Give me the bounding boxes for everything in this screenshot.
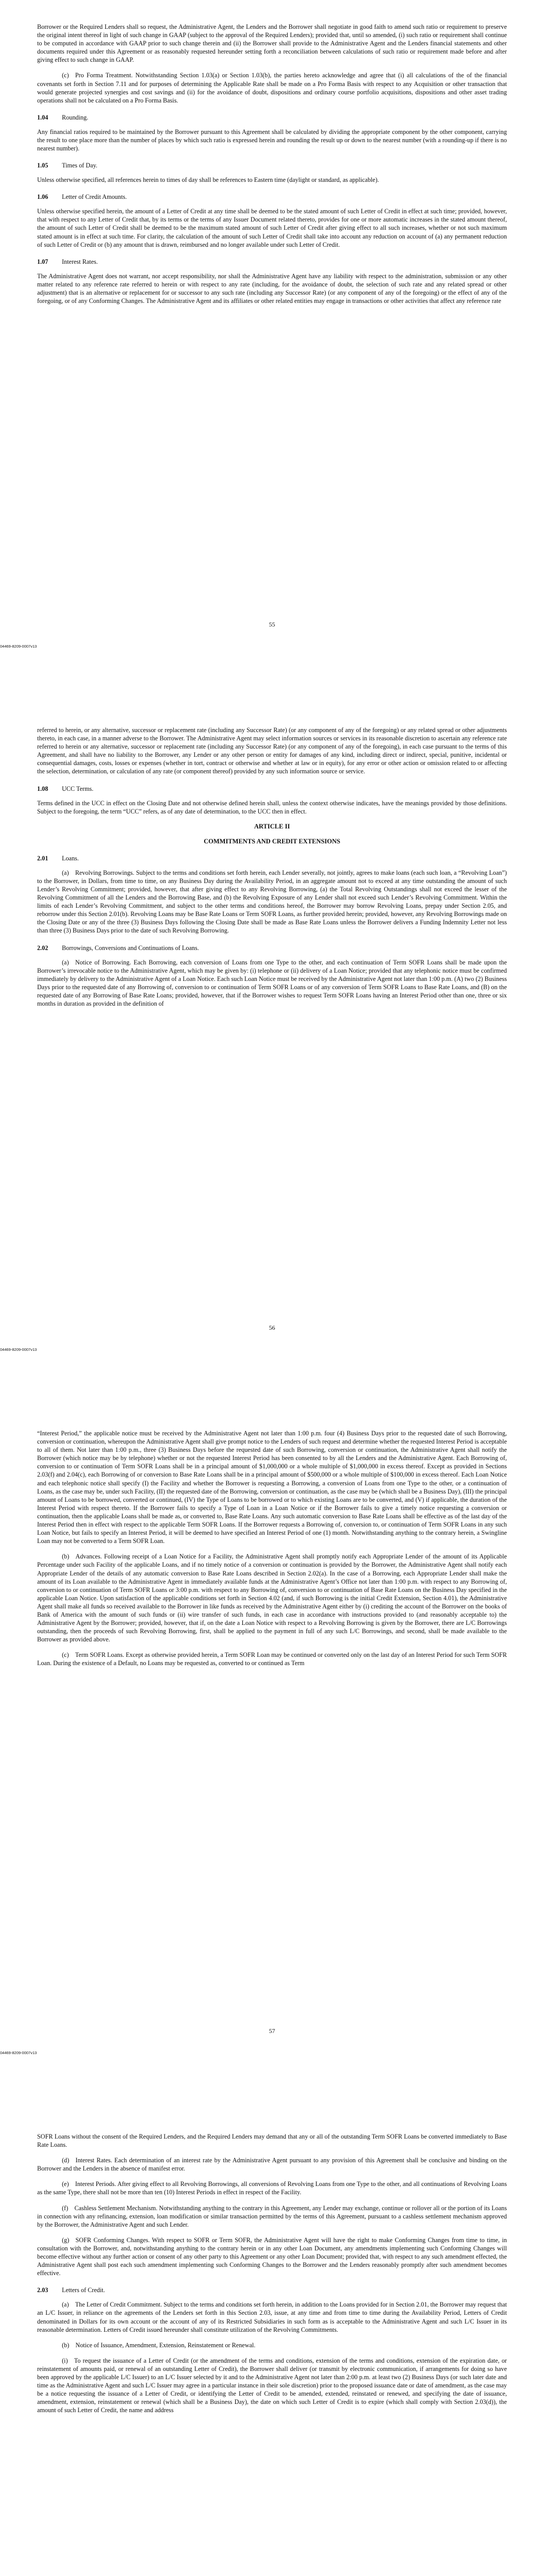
page-body	[37, 726, 507, 1406]
article-label: ARTICLE II	[254, 822, 290, 830]
paragraph: (d) Interest Rates. Each determination of an interest rate by the Administrative Agent pursuant to any provision of this Agreement shall be conclusive and binding on the Borrower and the Lenders in the absence of manifest error.	[37, 2157, 507, 2173]
paragraph: (i) To request the issuance of a Letter of Credit (or the amendment of the terms and conditions, extension of the terms and conditions, extension of the expiration date, or reinstatement of amounts paid, or renewal of an outstanding Letter of Credit), the Borrower shall deliver (or transmit by electronic communication, if arrangements for doing so have been approved by the applicable L/C Issuer) to an L/C Issuer selected by it and to the Administrative Agent not later than 2:00 p.m. at least two (2) Business Days (or such later date and time as the Administrative Agent and such L/C Issuer may agree in a particular instance in their sole discretion) prior to the proposed issuance date or date of amendment, as the case may be a notice requesting the issuance of a Letter of Credit, or identifying the Letter of Credit to be amended, extended, reinstated or renewed, and specifying the date of issuance, amendment, extension, reinstatement or renewal (which shall be a Business Day), the date on which such Letter of Credit is to expire (which shall comply with Section 2.03(d)), the amount of such Letter of Credit, the name and address	[37, 2357, 507, 2414]
section-heading	[37, 114, 507, 122]
section-title: Interest Rates.	[62, 258, 98, 265]
page-body	[37, 1429, 507, 2110]
paragraph: (a) Notice of Borrowing. Each Borrowing, each conversion of Loans from one Type to the other, and each continuation of Term SOFR Loans shall be made upon the Borrower’s irrevocable notice to the Administrative Agent, which may be given by: (i) telephone or (ii) delivery of a Loan Notice; provided that any telephonic notice must be confirmed immediately by delivery to the Administrative Agent of a Loan Notice. Each such Loan Notice must be received by the Administrative Agent not later than 1:00 p.m. (A) two (2) Business Days prior to the requested date of any Borrowing of, conversion to or continuation of Term SOFR Loans or of any conversion of Term SOFR Loans to Base Rate Loans, and (B) on the requested date of any Borrowing of Base Rate Loans; provided, however, that if the Borrower wishes to request Term SOFR Loans having an Interest Period other than one, three or six months in duration as provided in the definition of	[37, 958, 507, 1007]
paragraph: SOFR Loans without the consent of the Required Lenders, and the Required Lenders may demand that any or all of the outstanding Term SOFR Loans be converted immediately to Base Rate Loans.	[37, 2133, 507, 2149]
document-page	[0, 2110, 544, 2576]
document-page	[0, 1406, 544, 2110]
paragraph: (f) Cashless Settlement Mechanism. Notwithstanding anything to the contrary in this Agreement, any Lender may exchange, continue or rollover all or the portion of its Loans in connection with any refinancing, extension, loan modification or similar transaction permitted by the terms of this Agreement, pursuant to a cashless settlement mechanism approved by the Borrower, the Administrative Agent and such Lender.	[37, 2204, 507, 2228]
section-heading	[37, 2286, 507, 2294]
paragraph: Any financial ratios required to be maintained by the Borrower pursuant to this Agreement shall be calculated by dividing the appropriate component by the other component, carrying the result to one place more than the number of places by which such ratio is expressed herein and rounding the result up or down to the nearest number (with a rounding-up if there is no nearest number).	[37, 128, 507, 152]
page-number: 56	[269, 1324, 275, 1331]
page-number: 57	[269, 2027, 275, 2035]
article-title: COMMITMENTS AND CREDIT EXTENSIONS	[204, 837, 340, 845]
section-heading	[37, 258, 507, 266]
paragraph: Unless otherwise specified herein, the amount of a Letter of Credit at any time shall be deemed to be the stated amount of such Letter of Credit in effect at such time; provided, however, that with respect to any Letter of Credit that, by its terms or the terms of any Issuer Document related thereto, provides for one or more automatic increases in the stated amount thereof, the amount of such Letter of Credit shall be deemed to be the maximum stated amount of such Letter of Credit after giving effect to all such increases, whether or not such maximum stated amount is in effect at such time. For clarity, the calculation of the amount of such Letter of Credit shall take into account any reduction on account of (a) any permanent reduction of such Letter of Credit or (b) any amount that is drawn, reimbursed and no longer available under such Letter of Credit.	[37, 208, 507, 248]
paragraph: Terms defined in the UCC in effect on the Closing Date and not otherwise defined herein shall, unless the context otherwise indicates, have the meanings provided by those definitions. Subject to the foregoing, the term “UCC” refers, as of any date of determination, to the UCC then in effect.	[37, 799, 507, 815]
section-number: 2.03	[37, 2286, 48, 2294]
section-title: Loans.	[62, 854, 79, 862]
section-title: UCC Terms.	[62, 785, 94, 792]
section-heading	[37, 193, 507, 201]
section-title: Letters of Credit.	[62, 2286, 105, 2294]
section-title: Rounding.	[62, 113, 89, 121]
section-number: 1.06	[37, 193, 48, 201]
page-number: 55	[269, 621, 275, 628]
section-title: Times of Day.	[62, 162, 97, 170]
section-number: 1.04	[37, 113, 48, 121]
paragraph: (b) Notice of Issuance, Amendment, Extension, Reinstatement or Renewal.	[62, 2341, 256, 2349]
section-number: 1.08	[37, 785, 48, 792]
paragraph: Unless otherwise specified, all references herein to times of day shall be references to Eastern time (daylight or standard, as applicable).	[37, 176, 379, 184]
section-title: Borrowings, Conversions and Continuations of Loans.	[62, 944, 199, 952]
paragraph: (a) Revolving Borrowings. Subject to the terms and conditions set forth herein, each Lender severally, not jointly, agrees to make loans (each such loan, a “Revolving Loan”) to the Borrower, in Dollars, from time to time, on any Business Day during the Availability Period, in an aggregate amount not to exceed at any time outstanding the amount of such Lender’s Revolving Commitment; provided, however, that after giving effect to any Revolving Borrowing, (a) the Total Revolving Outstandings shall not exceed the lesser of the Revolving Commitment of all the Lenders and the Borrowing Base, and (b) the Revolving Exposure of any Lender shall not exceed such Lender’s Revolving Commitment. Within the limits of each Lender’s Revolving Commitment, and subject to the other terms and conditions hereof, the Borrower may borrow Revolving Loans, prepay under Section 2.05, and reborrow under this Section 2.01(b). Revolving Loans may be Base Rate Loans or Term SOFR Loans, as further provided herein; provided, however, any Revolving Borrowings made on the Closing Date or any of the three (3) Business Days following the Closing Date shall be made as Base Rate Loans unless the Borrower delivers a Funding Indemnity Letter not less than three (3) Business Days prior to the date of such Revolving Borrowing.	[37, 869, 507, 935]
section-number: 1.05	[37, 162, 48, 170]
section-number: 1.07	[37, 258, 48, 265]
paragraph: (c) Term SOFR Loans. Except as otherwise provided herein, a Term SOFR Loan may be continued or converted only on the last day of an Interest Period for such Term SOFR Loan. During the existence of a Default, no Loans may be requested as, converted to or continued as Term	[37, 1651, 507, 1667]
page-body	[37, 2132, 507, 2576]
paragraph: The Administrative Agent does not warrant, nor accept responsibility, nor shall the Administrative Agent have any liability with respect to the administration, submission or any other matter related to any reference rate referred to herein or with respect to any rate (including, for the avoidance of doubt, the selection of such rate and any related spread or other adjustment) that is an alternative or replacement for or successor to any such rate (including any Successor Rate) (or any component of any of the foregoing) or the effect of any of the foregoing, or of any Conforming Changes. The Administrative Agent and its affiliates or other related entities may engage in transactions or other activities that affect any reference rate	[37, 272, 507, 304]
section-heading	[37, 162, 507, 170]
paragraph: Borrower or the Required Lenders shall so request, the Administrative Agent, the Lenders and the Borrower shall negotiate in good faith to amend such ratio or requirement to preserve the original intent thereof in light of such change in GAAP (subject to the approval of the Required Lenders); provided that, until so amended, (i) such ratio or requirement shall continue to be computed in accordance with GAAP prior to such change therein and (ii) the Borrower shall provide to the Administrative Agent and the Lenders financial statements and other documents required under this Agreement or as reasonably requested hereunder setting forth a reconciliation between calculations of such ratio or requirement made before and after giving effect to such change in GAAP.	[37, 23, 507, 64]
document-id: 04469-8209-0007v13	[0, 2050, 37, 2055]
paragraph: (c) Pro Forma Treatment. Notwithstanding Section 1.03(a) or Section 1.03(b), the parties hereto acknowledge and agree that (i) all calculations of the of the financial covenants set forth in Section 7.11 and for purposes of determining the Applicable Rate shall be made on a Pro Forma Basis with respect to any Acquisition or other transaction that would generate projected synergies and cost savings and (ii) for the avoidance of doubt, dispositions and ordinary course portfolio acquisitions, dispositions and other asset trading operations shall not be calculated on a Pro Forma Basis.	[37, 72, 507, 104]
paragraph: (g) SOFR Conforming Changes. With respect to SOFR or Term SOFR, the Administrative Agent will have the right to make Conforming Changes from time to time, in consultation with the Borrower, and, notwithstanding anything to the contrary herein or in any other Loan Document, any amendments implementing such Conforming Changes will become effective without any further action or consent of any other party to this Agreement or any other Loan Document; provided that, with respect to any such amendment effected, the Administrative Agent shall post each such amendment implementing such Conforming Changes to the Borrower and the Lenders reasonably promptly after such amendment becomes effective.	[37, 2236, 507, 2277]
document-id: 04469-8209-0007v13	[0, 1347, 37, 1352]
section-heading	[37, 944, 507, 952]
section-title: Letter of Credit Amounts.	[62, 193, 127, 201]
paragraph: (a) The Letter of Credit Commitment. Subject to the terms and conditions set forth herein, in addition to the Loans provided for in Section 2.01, the Borrower may request that an L/C Issuer, in reliance on the agreements of the Lenders set forth in this Section 2.03, issue, at any time and from time to time during the Availability Period, Letters of Credit denominated in Dollars for its own account or the account of any of its Restricted Subsidiaries in such form as is acceptable to the Administrative Agent and such L/C Issuer in its reasonable determination. Letters of Credit issued hereunder shall constitute utilization of the Revolving Commitments.	[37, 2301, 507, 2333]
paragraph: (b) Advances. Following receipt of a Loan Notice for a Facility, the Administrative Agent shall promptly notify each Appropriate Lender of the amount of its Applicable Percentage under such Facility of the applicable Loans, and if no timely notice of a conversion or continuation is provided by the Borrower, the Administrative Agent shall notify each Appropriate Lender of the details of any automatic conversion to Base Rate Loans described in Section 2.02(a). In the case of a Borrowing, each Appropriate Lender shall make the amount of its Loan available to the Administrative Agent in immediately available funds at the Administrative Agent’s Office not later than 1:00 p.m. with respect to any Borrowing of, conversion to or continuation of Term SOFR Loans or 3:00 p.m. with respect to any Borrowing of, conversion to or continuation of Base Rate Loans on the Business Day specified in the applicable Loan Notice. Upon satisfaction of the applicable conditions set forth in Section 4.02 (and, if such Borrowing is the initial Credit Extension, Section 4.01), the Administrative Agent shall make all funds so received available to the Borrower in like funds as received by the Administrative Agent either by (i) crediting the account of the Borrower on the books of Bank of America with the amount of such funds or (ii) wire transfer of such funds, in each case in accordance with instructions provided to (and reasonably acceptable to) the Administrative Agent by the Borrower; provided, however, that if, on the date a Loan Notice with respect to a Revolving Borrowing is given by the Borrower, there are L/C Borrowings outstanding, then the proceeds of such Revolving Borrowing, first, shall be applied to the payment in full of any such L/C Borrowings, and second, shall be made available to the Borrower as provided above.	[37, 1553, 507, 1643]
section-number: 2.01	[37, 854, 48, 862]
document-page	[0, 703, 544, 1406]
page-body	[37, 23, 507, 703]
paragraph: referred to herein, or any alternative, successor or replacement rate (including any Successor Rate) (or any component of any of the foregoing) or any related spread or other adjustments thereto, in each case, in a manner adverse to the Borrower. The Administrative Agent may select information sources or services in its reasonable discretion to ascertain any reference rate referred to herein or any alternative, successor or replacement rate (including any Successor Rate) (or any component of any of the foregoing), in each case pursuant to the terms of this Agreement, and shall have no liability to the Borrower, any Lender or any other person or entity for damages of any kind, including direct or indirect, special, punitive, incidental or consequential damages, costs, losses or expenses (whether in tort, contract or otherwise and whether at law or in equity), for any error or other action or omission related to or affecting the selection, determination, or calculation of any rate (or component thereof) provided by any such information source or service.	[37, 726, 507, 775]
document-id: 04469-8209-0007v13	[0, 644, 37, 649]
paragraph: (e) Interest Periods. After giving effect to all Revolving Borrowings, all conversions of Revolving Loans from one Type to the other, and all continuations of Revolving Loans as the same Type, there shall not be more than ten (10) Interest Periods in effect in respect of the Facility.	[37, 2180, 507, 2196]
paragraph: “Interest Period,” the applicable notice must be received by the Administrative Agent not later than 1:00 p.m. four (4) Business Days prior to the requested date of such Borrowing, conversion or continuation, whereupon the Administrative Agent shall give prompt notice to the Lenders of such request and determine whether the requested Interest Period is acceptable to all of them. Not later than 1:00 p.m., three (3) Business Days before the requested date of such Borrowing, conversion or continuation, the Administrative Agent shall notify the Borrower (which notice may be by telephone) whether or not the requested Interest Period has been consented to by all the Lenders and the Administrative Agent. Each Borrowing of, conversion to or continuation of Term SOFR Loans shall be in a principal amount of $1,000,000 or a whole multiple of $1,000,000 in excess thereof. Except as provided in Sections 2.03(f) and 2.04(c), each Borrowing of or conversion to Base Rate Loans shall be in a principal amount of $500,000 or a whole multiple of $100,000 in excess thereof. Each Loan Notice and each telephonic notice shall specify (I) the Facility and whether the Borrower is requesting a Borrowing, a conversion of Loans from one Type to the other, or a continuation of Loans, as the case may be, under such Facility, (II) the requested date of the Borrowing, conversion or continuation, as the case may be (which shall be a Business Day), (III) the principal amount of Loans to be borrowed, converted or continued, (IV) the Type of Loans to be borrowed or to which existing Loans are to be converted, and (V) if applicable, the duration of the Interest Period with respect thereto. If the Borrower fails to specify a Type of Loan in a Loan Notice or if the Borrower fails to give a timely notice requesting a conversion or continuation, then the applicable Loans shall be made as, or converted to, Base Rate Loans. Any such automatic conversion to Base Rate Loans shall be effective as of the last day of the Interest Period then in effect with respect to the applicable Term SOFR Loans. If the Borrower requests a Borrowing of, conversion to, or continuation of Term SOFR Loans in any such Loan Notice, but fails to specify an Interest Period, it will be deemed to have specified an Interest Period of one (1) month. Notwithstanding anything to the contrary herein, a Swingline Loan may not be converted to a Term SOFR Loan.	[37, 1430, 507, 1545]
section-number: 2.02	[37, 944, 48, 952]
document-page	[0, 0, 544, 703]
section-heading	[37, 855, 507, 862]
section-heading	[37, 785, 507, 793]
